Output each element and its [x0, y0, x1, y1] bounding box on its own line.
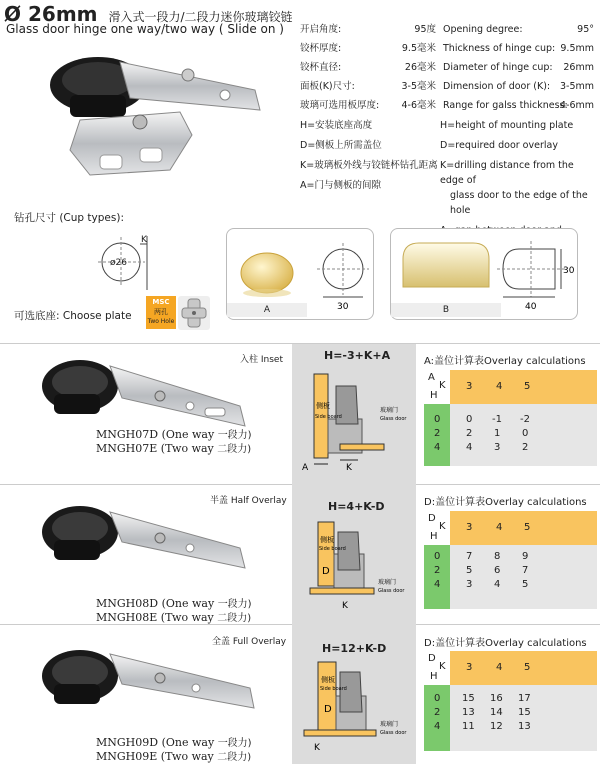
hinge-product-image: [10, 40, 290, 200]
corner-h: H: [430, 671, 438, 682]
row-header: 2: [434, 565, 441, 576]
corner-k: K: [439, 521, 446, 532]
table-cell: 4: [466, 442, 473, 453]
row-header: 4: [434, 579, 441, 590]
side-board-cn: 侧板: [321, 676, 335, 684]
corner-h: H: [430, 390, 438, 401]
corner-top: D: [428, 513, 436, 524]
model-line: MNGH08D (One way 一段力): [96, 597, 252, 610]
glass-door-cn: 玻璃门: [380, 407, 399, 414]
install-diagram-inset: [296, 364, 414, 476]
col-header: 4: [496, 381, 503, 392]
row-header: 0: [434, 414, 441, 425]
dim-d: D: [324, 704, 332, 715]
row-header: 2: [434, 707, 441, 718]
cup-a-label: A: [227, 303, 307, 317]
table-cell: 0: [522, 428, 529, 439]
model-line: MNGH08E (Two way 二段力): [96, 611, 252, 624]
hinge-full-image: [40, 632, 260, 722]
hinge-half-image: [40, 490, 250, 580]
install-diagram-half: [296, 514, 414, 614]
section-inset-type: 入柱 Inset: [240, 355, 283, 365]
row-header: 2: [434, 428, 441, 439]
formula-full: H=12+K-D: [322, 642, 387, 655]
model-line: MNGH07E (Two way 二段力): [96, 442, 252, 455]
legend-en: H=height of mounting plate D=required door overlay K=drilling distance from the edge of glass door to the edge of the hole: [440, 120, 588, 216]
install-diagram-full: [296, 656, 414, 756]
table-cell: 1: [494, 428, 501, 439]
table-cell: 5: [522, 579, 529, 590]
cup-b-dim-h: 30: [563, 266, 575, 276]
table-cell: -1: [492, 414, 502, 425]
spec-row: 面板(K)尺寸: 3-5毫米 Dimension of door (K): 3-5mm: [300, 81, 594, 92]
col-header: 5: [524, 381, 531, 392]
side-board-cn: 侧板: [320, 536, 334, 544]
plate-icon: [178, 296, 210, 330]
table-cell: 4: [494, 579, 501, 590]
table-cell: 3: [494, 442, 501, 453]
table-cell: 11: [462, 721, 475, 732]
table-cell: -2: [520, 414, 530, 425]
table-cell: 14: [490, 707, 503, 718]
model-line: MNGH07D (One way 一段力): [96, 428, 252, 441]
legend-cn: H=安装底座高度 D=侧板上所需盖位 K=玻璃板外线与铰链杯钻孔距离 A=门与侧板的间隙: [300, 120, 438, 191]
drill-dim-label: ø26: [110, 258, 127, 268]
corner-h: H: [430, 531, 438, 542]
formula-half: H=4+K-D: [328, 500, 385, 513]
row-header: 0: [434, 693, 441, 704]
drill-k-label: K: [141, 235, 147, 245]
page-subtitle: Glass door hinge one way/two way ( Slide on ): [6, 22, 284, 36]
table-cell: 7: [466, 551, 473, 562]
spec-table: [300, 20, 598, 115]
table-cell: 5: [466, 565, 473, 576]
table-cell: 12: [490, 721, 503, 732]
hinge-inset-image: [40, 346, 250, 436]
cup-b-dim-w: 40: [525, 302, 537, 312]
row-header: 0: [434, 551, 441, 562]
table-cell: 6: [494, 565, 501, 576]
col-header: 3: [466, 522, 473, 533]
table-cell: 2: [466, 428, 473, 439]
overlay-table: [424, 370, 597, 466]
side-board-cn: 侧板: [316, 402, 330, 410]
corner-top: D: [428, 653, 436, 664]
dim-k: K: [346, 463, 352, 473]
table-cell: 3: [466, 579, 473, 590]
section-half-type: 半盖 Half Overlay: [210, 496, 287, 506]
overlay-table: [424, 511, 597, 607]
table-cell: 13: [518, 721, 531, 732]
cup-type-b-card: [390, 228, 578, 320]
choose-plate-label: 可选底座: Choose plate: [14, 310, 132, 322]
col-header: 4: [496, 522, 503, 533]
row-header: 4: [434, 442, 441, 453]
table-cell: 2: [522, 442, 529, 453]
cup-a-dim: 30: [337, 302, 349, 312]
glass-door-en: Glass door: [380, 730, 407, 736]
table-cell: 7: [522, 565, 529, 576]
overlay-table: [424, 651, 597, 751]
table-cell: 15: [462, 693, 475, 704]
table-cell: 17: [518, 693, 531, 704]
glass-door-cn: 玻璃门: [380, 721, 399, 728]
overlay-title: D:盖位计算表Overlay calculations: [424, 497, 587, 508]
col-header: 3: [466, 381, 473, 392]
side-board-en: Side board: [320, 686, 347, 692]
col-header: 5: [524, 662, 531, 673]
page-title: Ø 26mm 滑入式一段力/二段力迷你玻璃铰链: [4, 2, 293, 26]
cup-b-label: B: [391, 303, 501, 317]
spec-row: 开启角度: 95度 Opening degree: 95°: [300, 24, 594, 35]
table-cell: 0: [466, 414, 473, 425]
two-hole-badge: MSC 两孔 Two Hole: [146, 296, 176, 329]
overlay-title: D:盖位计算表Overlay calculations: [424, 638, 587, 649]
section-full-type: 全盖 Full Overlay: [212, 637, 287, 647]
spec-row: 铰杯厚度: 9.5毫米 Thickness of hinge cup: 9.5mm: [300, 43, 594, 54]
col-header: 5: [524, 522, 531, 533]
dim-a: A: [302, 463, 309, 473]
spec-row: 铰杯直径: 26毫米 Diameter of hinge cup: 26mm: [300, 62, 594, 73]
drill-hole-diagram: [95, 232, 165, 292]
glass-door-cn: 玻璃门: [378, 579, 397, 586]
corner-top: A: [428, 372, 435, 383]
table-cell: 16: [490, 693, 503, 704]
dim-d: D: [322, 566, 330, 577]
col-header: 4: [496, 662, 503, 673]
glass-door-en: Glass door: [380, 416, 407, 422]
table-cell: 13: [462, 707, 475, 718]
formula-inset: H=-3+K+A: [324, 349, 391, 362]
table-cell: 15: [518, 707, 531, 718]
side-board-en: Side board: [319, 546, 346, 552]
dim-k: K: [342, 601, 348, 611]
glass-door-en: Glass door: [378, 588, 405, 594]
dim-k: K: [314, 743, 320, 753]
model-line: MNGH09E (Two way 二段力): [96, 750, 252, 763]
cup-types-label: 钻孔尺寸 (Cup types):: [14, 212, 124, 224]
table-cell: 9: [522, 551, 529, 562]
corner-k: K: [439, 380, 446, 391]
side-board-en: Side board: [315, 414, 342, 420]
row-header: 4: [434, 721, 441, 732]
table-cell: 8: [494, 551, 501, 562]
model-line: MNGH09D (One way 一段力): [96, 736, 252, 749]
cup-type-a-card: [226, 228, 374, 320]
spec-row: 玻璃可选用板厚度: 4-6毫米 Range for galss thickness: 4-6mm: [300, 100, 594, 111]
col-header: 3: [466, 662, 473, 673]
overlay-title: A:盖位计算表Overlay calculations: [424, 356, 586, 367]
corner-k: K: [439, 661, 446, 672]
